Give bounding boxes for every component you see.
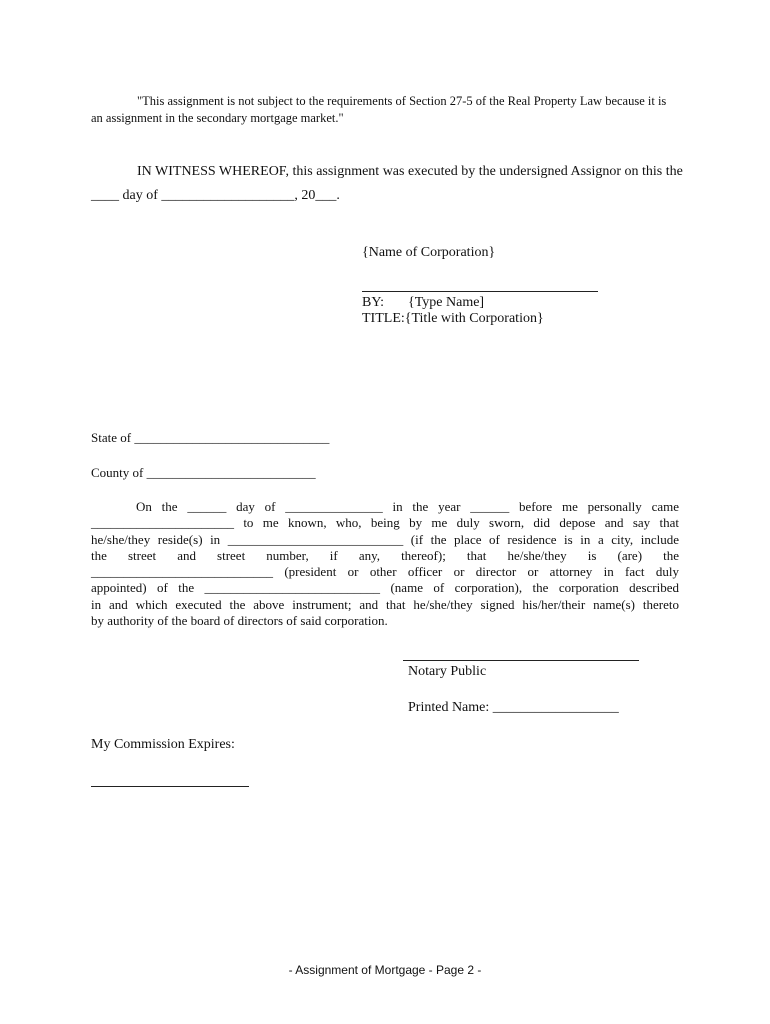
ack-line-5: ____________________________ (president or other officer or director or attorney in fact duly <box>91 564 679 580</box>
ack-line-3: he/she/they reside(s) in ___________________________ (if the place of residence is in a city, include <box>91 531 679 547</box>
notary-signature-line <box>403 660 639 661</box>
notice-line-1: "This assignment is not subject to the requirements of Section 27-5 of the Real Property Law because it is <box>137 94 667 108</box>
county-of-line: County of __________________________ <box>91 465 316 480</box>
state-of-line: State of ______________________________ <box>91 430 330 445</box>
witness-line-2: ____ day of ___________________, 20___. <box>91 188 340 203</box>
ack-line-1: On the ______ day of _______________ in the year ______ before me personally came <box>136 499 679 514</box>
notary-public-label: Notary Public <box>408 664 487 679</box>
commission-expires-label: My Commission Expires: <box>91 737 235 752</box>
notice-line-2: an assignment in the secondary mortgage market." <box>91 111 344 125</box>
corporation-name: {Name of Corporation} <box>362 245 496 260</box>
page-footer: - Assignment of Mortgage - Page 2 - <box>288 963 482 977</box>
ack-line-4: the street and street number, if any, thereof); that he/she/they is (are) the <box>91 547 679 563</box>
commission-expires-line <box>91 786 249 787</box>
ack-line-2: ______________________ to me known, who, being by me duly sworn, did depose and say that <box>91 515 679 531</box>
acknowledgment-paragraph <box>91 499 679 629</box>
corporation-signature-line <box>362 291 598 292</box>
witness-line-1: IN WITNESS WHEREOF, this assignment was executed by the undersigned Assignor on this the <box>137 164 683 179</box>
by-label: BY: <box>362 295 385 310</box>
type-name: {Type Name] <box>408 295 485 310</box>
ack-line-8: by authority of the board of directors of said corporation. <box>91 613 388 629</box>
ack-line-6: appointed) of the ___________________________ (name of corporation), the corporation described <box>91 580 679 596</box>
printed-name-line: Printed Name: __________________ <box>408 700 619 715</box>
title-line: TITLE:{Title with Corporation} <box>362 311 544 326</box>
ack-line-7: in and which executed the above instrument; and that he/she/they signed his/her/their name(s) thereto <box>91 596 679 612</box>
